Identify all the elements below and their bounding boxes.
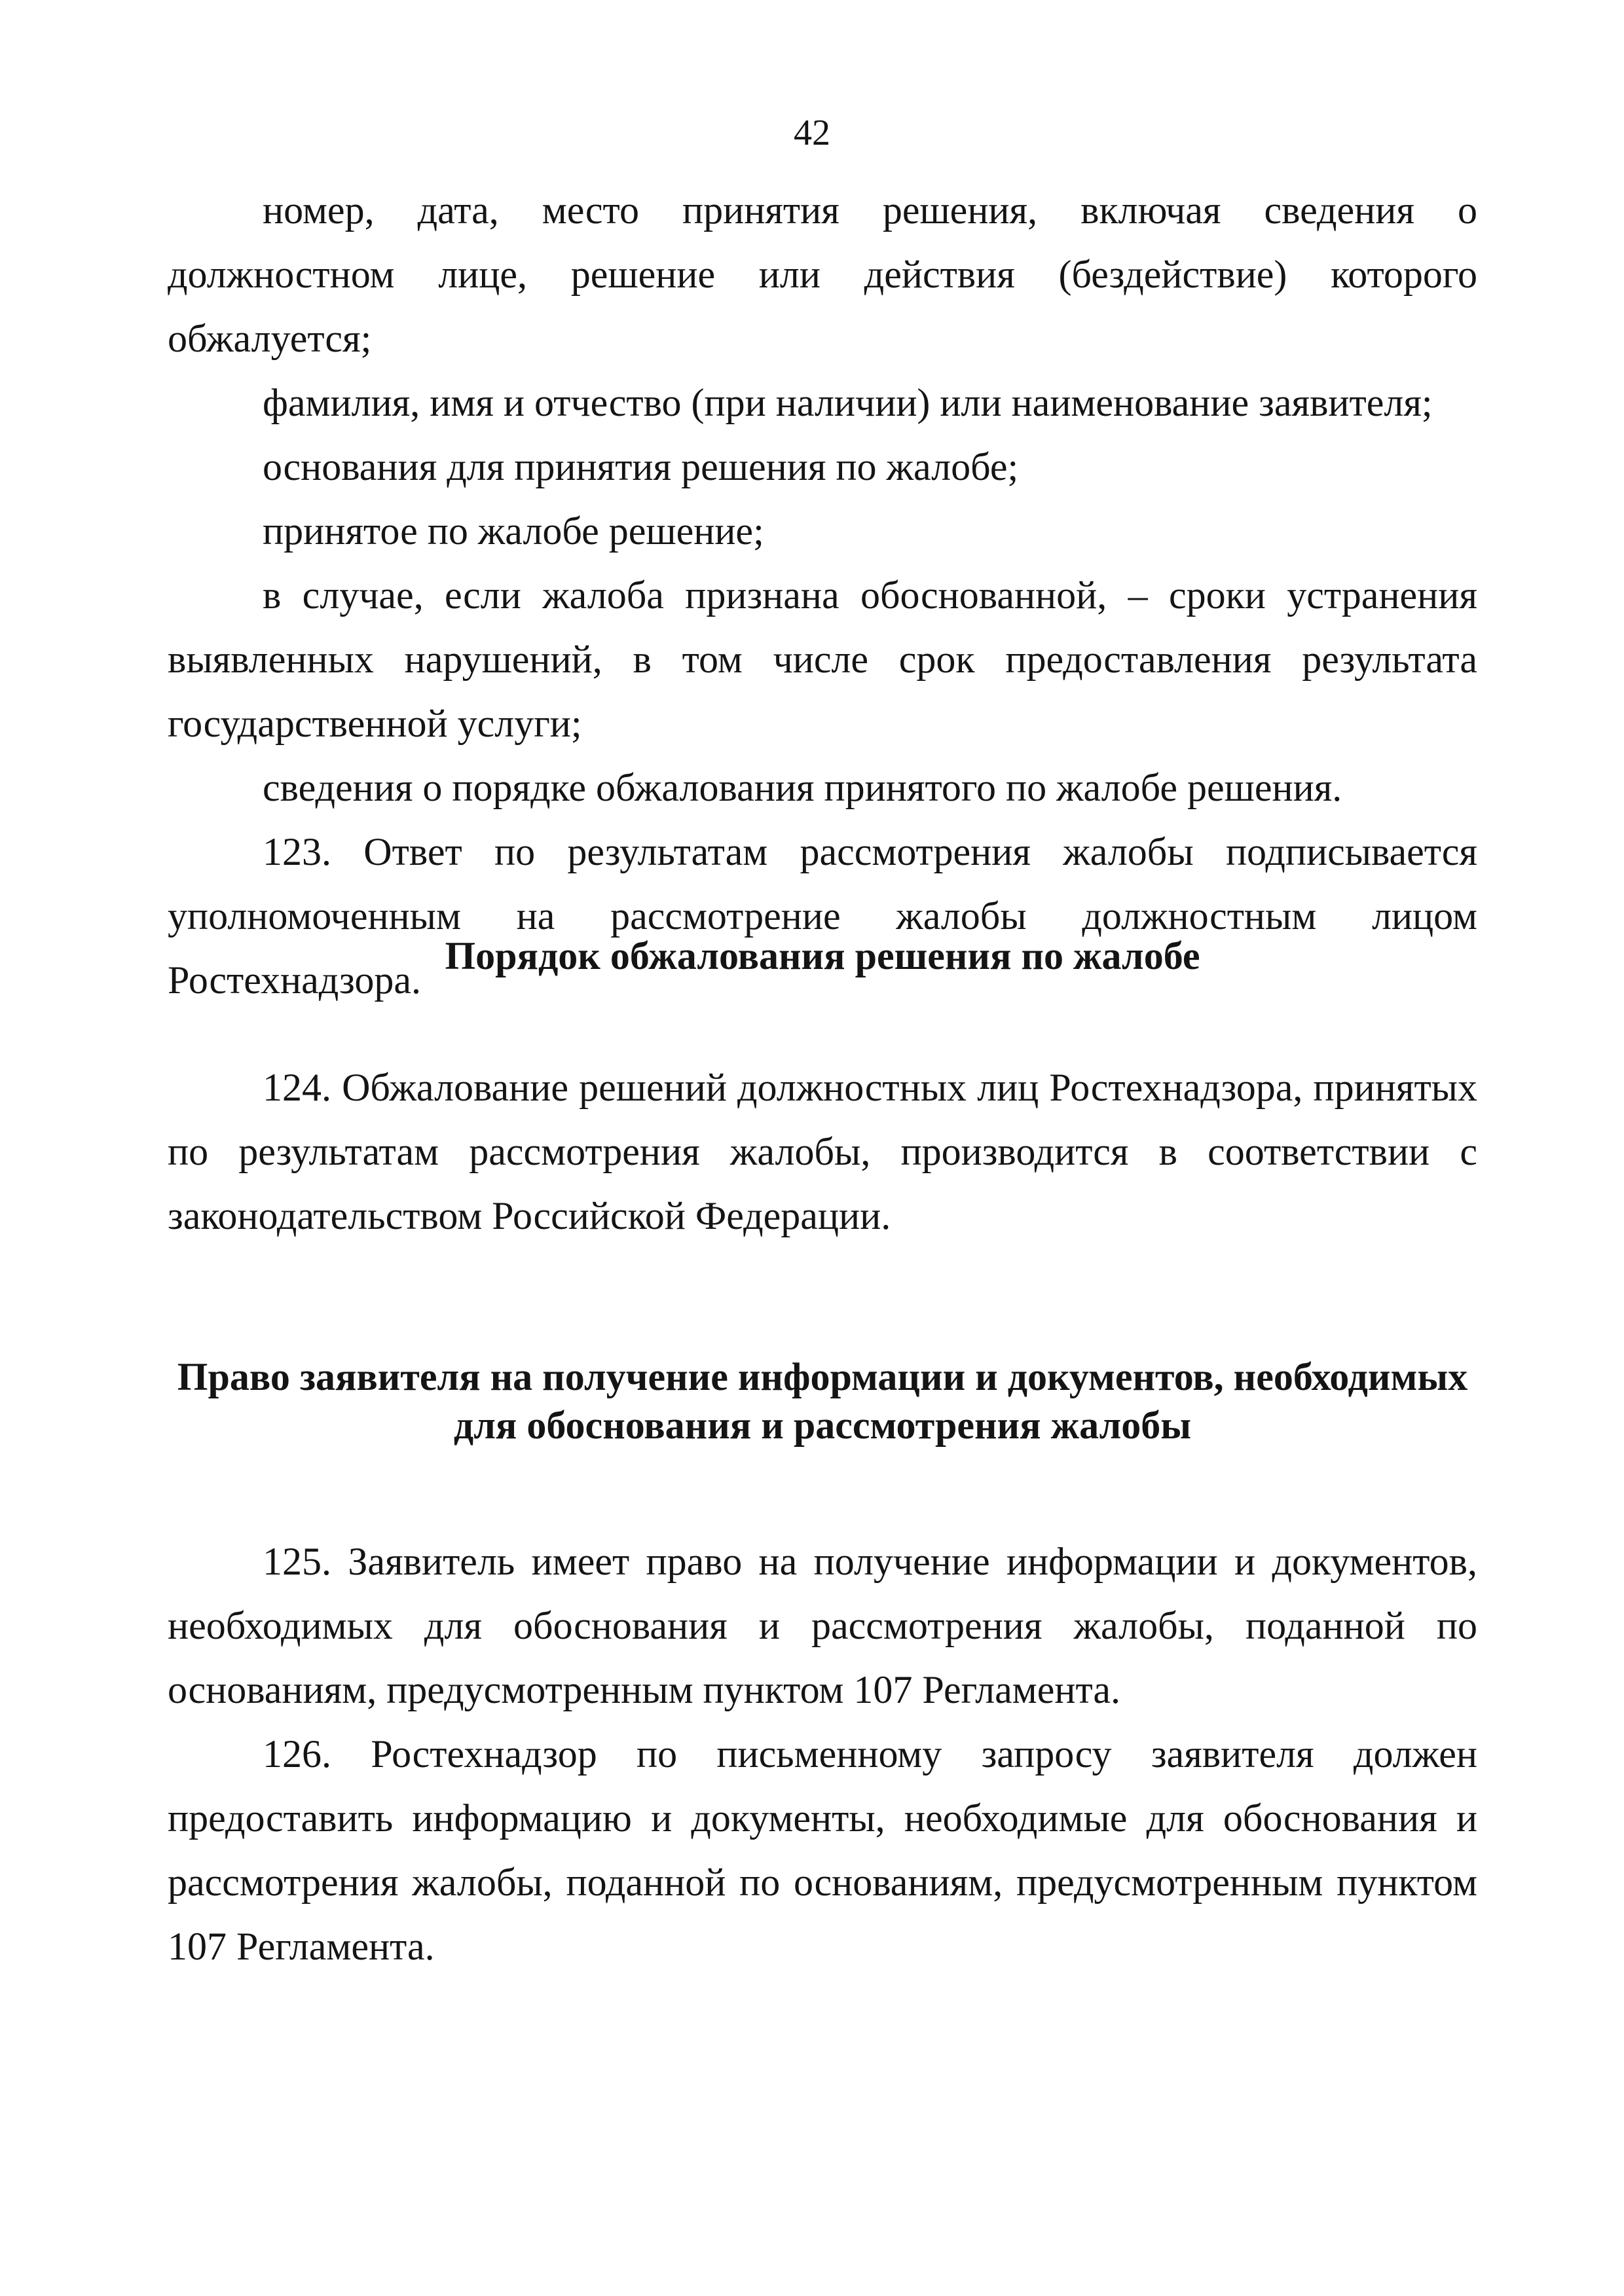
paragraph: основания для принятия решения по жалобе;: [263, 445, 1019, 488]
section-heading-appeal-order: Порядок обжалования решения по жалобе: [445, 934, 1200, 977]
paragraph-item-124: 124. Обжалование решений должностных лиц Ростехнадзора, принятых по результатам рассмотрения жалобы, производится в соответствии с законодательством Российской Федерации.: [168, 1066, 1477, 1237]
text-block-1: [168, 178, 1477, 1012]
paragraph-item-125: 125. Заявитель имеет право на получение информации и документов, необходимых для обоснования и рассмотрения жалобы, поданной по основаниям, предусмотренным пунктом 107 Регламента.: [168, 1540, 1477, 1711]
paragraph: номер, дата, место принятия решения, включая сведения о должностном лице, решение или действия (бездействие) которого обжалуется;: [168, 189, 1477, 360]
paragraph: принятое по жалобе решение;: [263, 509, 764, 553]
paragraph: в случае, если жалоба признана обоснованной, – сроки устранения выявленных нарушений, в том числе срок предоставления результата государственной услуги;: [168, 574, 1477, 745]
paragraph-item-126: 126. Ростехнадзор по письменному запросу заявителя должен предоставить информацию и документы, необходимые для обоснования и рассмотрения жалобы, поданной по основаниям, предусмотренным пунктом 107 Регламента.: [168, 1732, 1477, 1968]
section-heading-applicant-right: Право заявителя на получение информации и документов, необходимых для обоснования и рассмотрения жалобы: [177, 1355, 1468, 1447]
text-block-3: [168, 1529, 1477, 1978]
paragraph: сведения о порядке обжалования принятого по жалобе решения.: [263, 766, 1342, 809]
page-number: 42: [794, 113, 830, 153]
paragraph: фамилия, имя и отчество (при наличии) или наименование заявителя;: [263, 381, 1433, 424]
text-block-2: [168, 1055, 1477, 1248]
paragraph-item-123: 123. Ответ по результатам рассмотрения жалобы подписывается уполномоченным на рассмотрение жалобы должностным лицом Ростехнадзора.: [168, 830, 1477, 1002]
